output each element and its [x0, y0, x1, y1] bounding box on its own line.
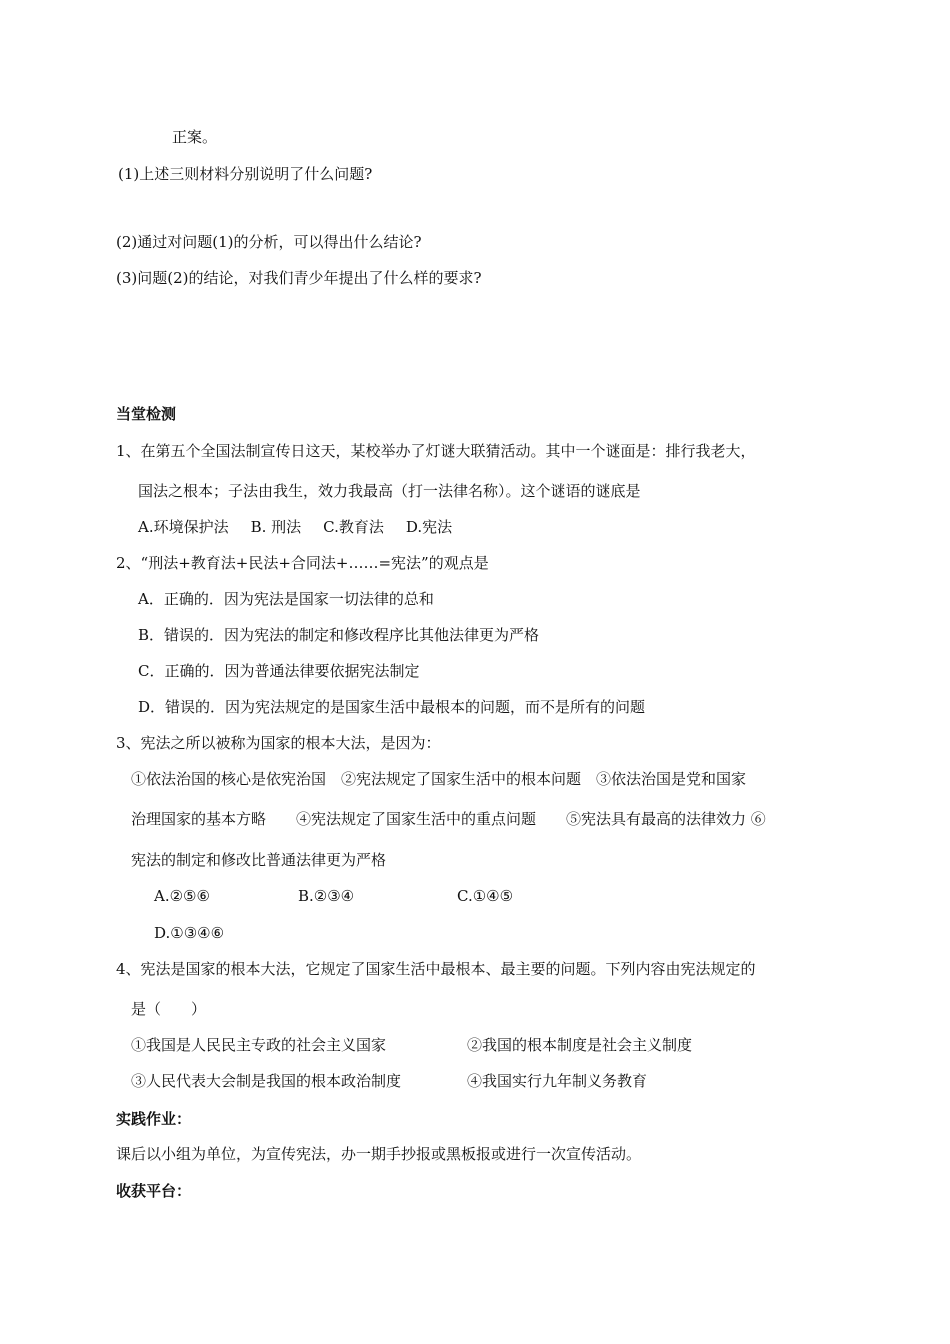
option-a: A.环境保护法: [138, 518, 229, 536]
option-c: C.教育法: [323, 518, 384, 536]
check-q3-line1: ①依法治国的核心是依宪治国 ②宪法规定了国家生活中的根本问题 ③依法治国是党和国家: [131, 770, 747, 788]
question-2: (2)通过对问题(1)的分析，可以得出什么结论?: [116, 233, 422, 251]
practice-text: 课后以小组为单位，为宣传宪法，办一期手抄报或黑板报或进行一次宣传活动。: [116, 1145, 642, 1163]
section-heading-harvest: 收获平台：: [116, 1182, 192, 1200]
check-q3-option-c: C.①④⑤: [457, 887, 514, 905]
option-d: D.宪法: [405, 518, 453, 536]
check-q2-option-a: A．正确的．因为宪法是国家一切法律的总和: [138, 590, 434, 608]
check-q4-line2: 是（ ）: [131, 1000, 207, 1018]
check-q2-option-c: C．正确的．因为普通法律要依据宪法制定: [138, 662, 420, 680]
question-3: (3)问题(2)的结论，对我们青少年提出了什么样的要求?: [116, 269, 482, 287]
check-q4-item-2: ②我国的根本制度是社会主义制度: [467, 1036, 693, 1054]
question-1: (1)上述三则材料分别说明了什么问题?: [118, 165, 373, 183]
check-q2-option-b: B．错误的．因为宪法的制定和修改程序比其他法律更为严格: [138, 626, 540, 644]
check-q2-option-d: D．错误的．因为宪法规定的是国家生活中最根本的问题，而不是所有的问题: [138, 698, 646, 716]
check-q2-stem: 2、“刑法+教育法+民法+合同法+……=宪法”的观点是: [116, 554, 489, 572]
section-heading-check: 当堂检测: [116, 405, 177, 423]
check-q1-line1: 1、在第五个全国法制宣传日这天，某校举办了灯谜大联猜活动。其中一个谜面是：排行我老大，: [116, 442, 756, 460]
intro-line-0: 正案。: [172, 128, 218, 146]
check-q4-item-1: ①我国是人民民主专政的社会主义国家: [131, 1036, 387, 1054]
check-q3-option-a: A.②⑤⑥: [154, 887, 210, 905]
check-q1-line2: 国法之根本；子法由我生，效力我最高（打一法律名称）。这个谜语的谜底是: [138, 482, 641, 500]
check-q3-line2: 治理国家的基本方略 ④宪法规定了国家生活中的重点问题 ⑤宪法具有最高的法律效力 ⑥: [131, 810, 766, 828]
check-q1-options: [138, 517, 452, 537]
check-q3-stem: 3、宪法之所以被称为国家的根本大法，是因为：: [116, 734, 441, 752]
check-q4-item-3: ③人民代表大会制是我国的根本政治制度: [131, 1072, 402, 1090]
check-q3-option-d: D.①③④⑥: [154, 924, 225, 942]
section-heading-practice: 实践作业：: [116, 1110, 192, 1128]
check-q3-option-b: B.②③④: [298, 887, 355, 905]
check-q4-line1: 4、宪法是国家的根本大法，它规定了国家生活中最根本、最主要的问题。下列内容由宪法规定的: [116, 960, 756, 978]
check-q4-item-4: ④我国实行九年制义务教育: [467, 1072, 648, 1090]
check-q3-line3: 宪法的制定和修改比普通法律更为严格: [131, 851, 387, 869]
option-b: B. 刑法: [250, 518, 302, 536]
